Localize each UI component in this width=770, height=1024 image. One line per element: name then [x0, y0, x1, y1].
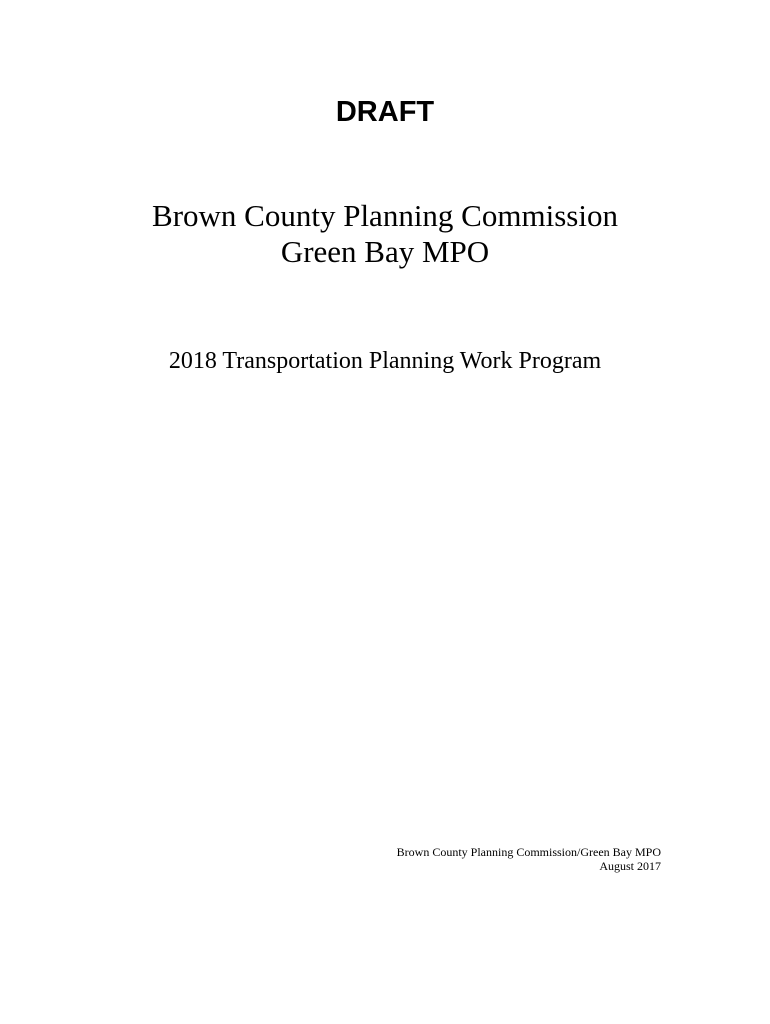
- organization-subname: Green Bay MPO: [280, 234, 490, 269]
- footer-organization: Brown County Planning Commission/Green Bay MPO: [396, 845, 661, 859]
- program-title: 2018 Transportation Planning Work Program: [168, 348, 602, 374]
- organization-title: [0, 198, 770, 270]
- organization-name: Brown County Planning Commission: [152, 198, 618, 233]
- footer-date: August 2017: [599, 859, 661, 873]
- draft-label: DRAFT: [335, 96, 435, 128]
- footer-block: [397, 845, 661, 873]
